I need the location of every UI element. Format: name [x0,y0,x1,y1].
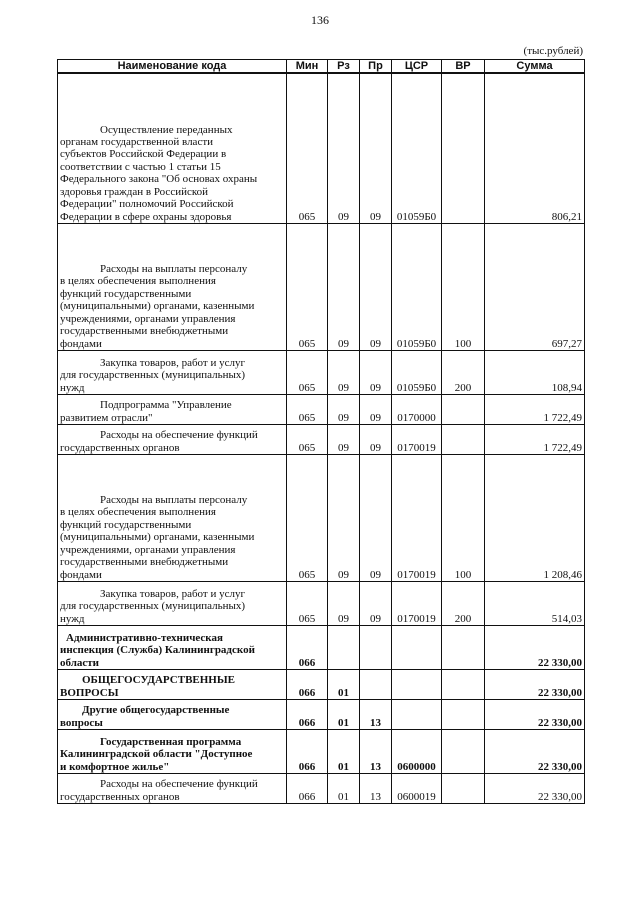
table-row [58,699,585,729]
row-sum-cell: 22 330,00 [485,699,585,729]
table-row [58,773,585,803]
row-csr-cell: 01059Б0 [392,223,442,350]
table-row [58,394,585,424]
row-name-line: нужд [60,612,85,625]
row-name-line: для государственных (муниципальных) [60,369,246,382]
row-name-cell [58,350,287,394]
row-name-line: Расходы на выплаты персоналу [100,263,248,276]
row-vr-cell: 100 [442,223,485,350]
row-name-cell [58,581,287,625]
row-name-line: функций государственными [60,518,192,531]
row-pr-cell [360,625,392,669]
header-sum: Сумма [485,60,585,74]
row-sum-cell: 1 722,49 [485,424,585,454]
row-csr-cell: 0170000 [392,394,442,424]
row-name-line: государственными внебюджетными [60,325,229,338]
row-name-line: Федерации в сфере охраны здоровья [60,210,232,223]
row-name-line: Закупка товаров, работ и услуг [100,356,245,369]
row-name-line: Государственная программа [100,735,242,748]
row-rz-cell: 09 [328,581,360,625]
row-name-line: Расходы на обеспечение функций [100,778,258,791]
table-row [58,581,585,625]
row-vr-cell [442,729,485,773]
row-csr-cell: 0170019 [392,454,442,581]
row-pr-cell: 09 [360,581,392,625]
row-name-line: государственных органов [60,790,180,803]
row-rz-cell: 01 [328,669,360,699]
row-vr-cell: 200 [442,581,485,625]
row-name-line: вопросы [60,716,103,729]
row-vr-cell [442,424,485,454]
row-name-cell [58,669,287,699]
row-vr-cell: 200 [442,350,485,394]
table-row [58,350,585,394]
row-pr-cell: 13 [360,729,392,773]
row-pr-cell: 09 [360,454,392,581]
row-name-line: учреждениями, органами управления [60,543,236,556]
row-name-cell [58,394,287,424]
table-row [58,73,585,223]
row-rz-cell: 01 [328,699,360,729]
row-sum-cell: 108,94 [485,350,585,394]
row-rz-cell [328,625,360,669]
row-sum-cell: 514,03 [485,581,585,625]
row-name-line: фондами [60,568,102,581]
row-min-cell: 066 [287,773,328,803]
row-sum-cell: 22 330,00 [485,773,585,803]
row-pr-cell [360,669,392,699]
row-rz-cell: 09 [328,394,360,424]
row-name-line: в целях обеспечения выполнения [60,506,216,519]
row-name-line: фондами [60,337,102,350]
row-csr-cell [392,669,442,699]
row-name-line: для государственных (муниципальных) [60,600,246,613]
row-vr-cell [442,699,485,729]
row-rz-cell: 09 [328,223,360,350]
row-name-line: органам государственной власти [60,136,214,149]
row-pr-cell: 09 [360,394,392,424]
row-csr-cell [392,699,442,729]
row-csr-cell: 0600000 [392,729,442,773]
header-vr: ВР [442,60,485,74]
row-name-cell [58,73,287,223]
row-name-line: (муниципальными) органами, казенными [60,531,255,544]
row-vr-cell: 100 [442,454,485,581]
row-vr-cell [442,773,485,803]
row-sum-cell: 806,21 [485,73,585,223]
row-min-cell: 065 [287,350,328,394]
row-name-line: Административно-техническая [66,631,223,644]
table-row [58,625,585,669]
row-min-cell: 065 [287,454,328,581]
row-name-line: государственными внебюджетными [60,556,229,569]
row-vr-cell [442,73,485,223]
row-min-cell: 065 [287,581,328,625]
row-sum-cell: 22 330,00 [485,729,585,773]
table-header-row [58,60,585,74]
table-row [58,454,585,581]
budget-table [57,59,585,804]
row-sum-cell: 22 330,00 [485,669,585,699]
row-csr-cell: 01059Б0 [392,73,442,223]
row-name-line: Осуществление переданных [100,123,233,136]
row-csr-cell [392,625,442,669]
row-name-line: Федерального закона "Об основах охраны [60,173,258,186]
row-sum-cell: 1 208,46 [485,454,585,581]
row-sum-cell: 1 722,49 [485,394,585,424]
row-name-line: инспекция (Служба) Калининградской [60,644,255,657]
row-pr-cell: 13 [360,773,392,803]
row-name-line: (муниципальными) органами, казенными [60,300,255,313]
row-name-line: здоровья граждан в Российской [60,185,209,198]
header-name: Наименование кода [58,60,287,74]
row-name-line: ВОПРОСЫ [60,686,119,699]
row-name-line: ОБЩЕГОСУДАРСТВЕННЫЕ [82,674,235,687]
row-rz-cell: 01 [328,729,360,773]
row-sum-cell: 697,27 [485,223,585,350]
row-name-line: соответствии с частью 1 статьи 15 [60,160,221,173]
page-number: 136 [311,13,329,27]
row-min-cell: 065 [287,223,328,350]
row-name-line: Закупка товаров, работ и услуг [100,587,245,600]
row-name-line: и комфортное жилье" [60,760,170,773]
row-name-line: Расходы на выплаты персоналу [100,494,248,507]
row-name-line: субъектов Российской Федерации в [60,148,227,161]
row-pr-cell: 09 [360,424,392,454]
row-name-cell [58,454,287,581]
row-pr-cell: 13 [360,699,392,729]
row-name-cell [58,223,287,350]
row-pr-cell: 09 [360,223,392,350]
row-name-line: развитием отрасли" [60,411,153,424]
row-min-cell: 065 [287,73,328,223]
row-rz-cell: 09 [328,350,360,394]
table-row [58,223,585,350]
row-name-cell [58,625,287,669]
table-row [58,424,585,454]
row-name-cell [58,773,287,803]
row-rz-cell: 09 [328,424,360,454]
row-name-line: учреждениями, органами управления [60,312,236,325]
row-name-line: в целях обеспечения выполнения [60,275,216,288]
row-sum-cell: 22 330,00 [485,625,585,669]
row-name-line: Калининградской области "Доступное [60,748,253,761]
row-name-line: Расходы на обеспечение функций [100,429,258,442]
units-label: (тыс.рублей) [523,45,583,57]
table-row [58,729,585,773]
row-name-line: области [60,656,100,669]
table-row [58,669,585,699]
row-min-cell: 066 [287,625,328,669]
row-name-line: Подпрограмма "Управление [100,399,232,412]
header-min: Мин [287,60,328,74]
row-csr-cell: 0170019 [392,581,442,625]
row-min-cell: 065 [287,394,328,424]
row-csr-cell: 0170019 [392,424,442,454]
row-name-line: Другие общегосударственные [82,704,230,717]
row-pr-cell: 09 [360,350,392,394]
row-min-cell: 066 [287,699,328,729]
header-csr: ЦСР [392,60,442,74]
row-name-line: Федерации" полномочий Российской [60,198,234,211]
row-min-cell: 066 [287,729,328,773]
row-vr-cell [442,625,485,669]
header-rz: Рз [328,60,360,74]
row-name-cell [58,729,287,773]
row-name-cell [58,699,287,729]
row-min-cell: 065 [287,424,328,454]
row-csr-cell: 0600019 [392,773,442,803]
row-vr-cell [442,394,485,424]
row-min-cell: 066 [287,669,328,699]
row-csr-cell: 01059Б0 [392,350,442,394]
row-rz-cell: 09 [328,73,360,223]
row-name-line: функций государственными [60,287,192,300]
row-pr-cell: 09 [360,73,392,223]
row-rz-cell: 09 [328,454,360,581]
row-name-line: нужд [60,381,85,394]
header-pr: Пр [360,60,392,74]
row-rz-cell: 01 [328,773,360,803]
row-name-line: государственных органов [60,441,180,454]
row-vr-cell [442,669,485,699]
row-name-cell [58,424,287,454]
